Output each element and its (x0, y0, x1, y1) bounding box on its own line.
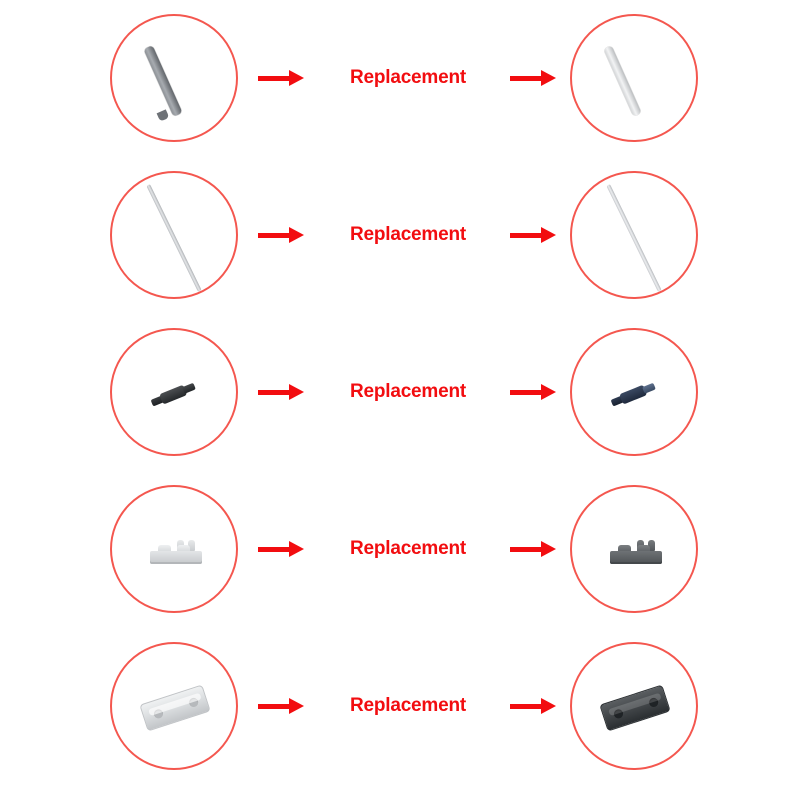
replacement-part-circle (570, 328, 698, 456)
plate-shape (150, 539, 202, 565)
replacement-indicator (258, 213, 558, 257)
beam-shape (139, 684, 210, 731)
arrow-right-icon (258, 541, 306, 557)
replacement-row (0, 314, 800, 471)
replacement-indicator (258, 684, 558, 728)
replacement-row (0, 0, 800, 157)
replacement-row (0, 157, 800, 314)
original-part-circle (110, 642, 238, 770)
pin-shape (149, 377, 203, 410)
beam-shape (599, 684, 670, 731)
replacement-part-circle (570, 485, 698, 613)
replacement-label: Replacement (349, 695, 467, 716)
arrow-right-icon (258, 384, 306, 400)
bar-shape (143, 45, 182, 117)
replacement-part-circle (570, 642, 698, 770)
original-part-black-pin-connector (112, 330, 236, 454)
original-part-dark-grey-bar (112, 16, 236, 140)
arrow-right-icon (510, 698, 558, 714)
replacement-part-light-grey-bar (572, 16, 696, 140)
bar-shape (603, 45, 641, 116)
replacement-label: Replacement (349, 224, 467, 245)
pin-shape (609, 377, 663, 410)
arrow-right-icon (510, 384, 558, 400)
replacement-part-circle (570, 14, 698, 142)
original-part-light-grey-beam (112, 644, 236, 768)
arrow-right-icon (510, 70, 558, 86)
original-part-circle (110, 328, 238, 456)
arrow-right-icon (510, 541, 558, 557)
replacement-indicator (258, 370, 558, 414)
rod-shape (146, 184, 201, 292)
replacement-row (0, 471, 800, 628)
arrow-right-icon (510, 227, 558, 243)
bar-end-cap (157, 109, 170, 121)
replacement-row (0, 628, 800, 785)
plate-shape (610, 539, 662, 565)
replacement-part-thin-light-grey-rod (572, 173, 696, 297)
arrow-right-icon (258, 698, 306, 714)
rod-shape (606, 184, 661, 292)
replacement-label: Replacement (349, 381, 467, 402)
arrow-right-icon (258, 70, 306, 86)
original-part-thin-light-grey-rod (112, 173, 236, 297)
replacement-part-dark-grey-beam (572, 644, 696, 768)
replacement-part-dark-grey-plate-with-clips (572, 487, 696, 611)
arrow-right-icon (258, 227, 306, 243)
replacement-label: Replacement (349, 538, 467, 559)
original-part-circle (110, 14, 238, 142)
replacement-indicator (258, 56, 558, 100)
original-part-circle (110, 171, 238, 299)
replacement-label: Replacement (349, 67, 467, 88)
replacement-indicator (258, 527, 558, 571)
original-part-light-grey-plate-with-clips (112, 487, 236, 611)
replacement-part-dark-blue-pin-connector (572, 330, 696, 454)
replacement-part-circle (570, 171, 698, 299)
original-part-circle (110, 485, 238, 613)
